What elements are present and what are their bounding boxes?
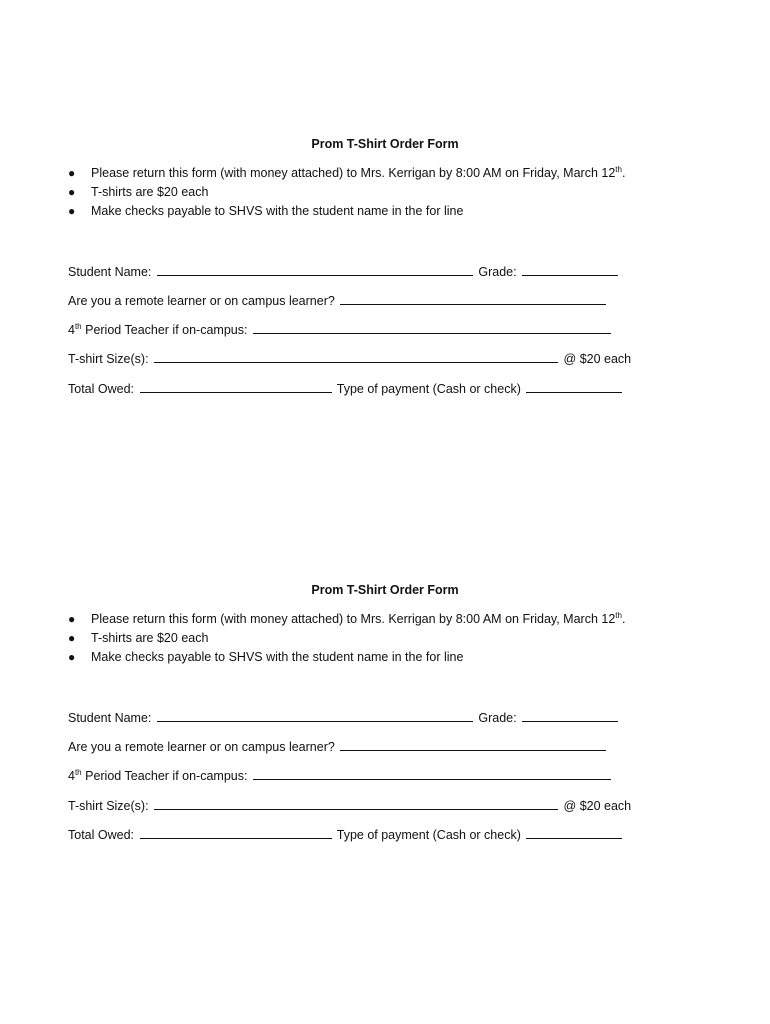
shirt-size-label: T-shirt Size(s): (68, 799, 149, 813)
payment-type-field[interactable] (526, 826, 622, 839)
shirt-size-field[interactable] (154, 350, 558, 363)
bullet-icon: ● (68, 612, 76, 626)
list-item: ● T-shirts are $20 each (68, 185, 209, 199)
payment-type-label: Type of payment (Cash or check) (336, 382, 521, 396)
list-item: ● Please return this form (with money attached) to Mrs. Kerrigan by 8:00 AM on Friday, March 12th. (68, 164, 626, 180)
total-row (68, 826, 624, 843)
student-name-label: Student Name: (68, 711, 152, 725)
grade-field[interactable] (522, 709, 618, 722)
grade-label: Grade: (478, 711, 517, 725)
student-name-row (68, 263, 620, 280)
total-owed-field[interactable] (140, 826, 332, 839)
learner-type-field[interactable] (340, 292, 606, 305)
learner-type-label: Are you a remote learner or on campus learner? (68, 294, 335, 308)
bullet-icon: ● (68, 631, 76, 645)
learner-type-row (68, 738, 608, 755)
shirt-size-row (68, 797, 631, 814)
payment-type-label: Type of payment (Cash or check) (336, 828, 521, 842)
learner-type-row (68, 292, 608, 309)
list-item: ● Make checks payable to SHVS with the student name in the for line (68, 204, 464, 218)
shirt-size-row (68, 350, 631, 367)
list-item: ● Make checks payable to SHVS with the student name in the for line (68, 650, 464, 664)
bullet-icon: ● (68, 650, 76, 664)
teacher-field[interactable] (253, 321, 611, 334)
list-item: ● T-shirts are $20 each (68, 631, 209, 645)
total-owed-field[interactable] (140, 380, 332, 393)
price-note: @ $20 each (563, 799, 632, 813)
shirt-size-label: T-shirt Size(s): (68, 352, 149, 366)
total-owed-label: Total Owed: (68, 382, 135, 396)
instructions-list (68, 611, 708, 668)
form-title: Prom T-Shirt Order Form (311, 583, 459, 597)
teacher-field[interactable] (253, 767, 611, 780)
teacher-label: 4th Period Teacher if on-campus: (68, 321, 248, 337)
list-item: ● Please return this form (with money attached) to Mrs. Kerrigan by 8:00 AM on Friday, March 12th. (68, 610, 626, 626)
bullet-icon: ● (68, 204, 76, 218)
total-row (68, 380, 624, 397)
student-name-row (68, 709, 620, 726)
teacher-row (68, 321, 613, 338)
form-title: Prom T-Shirt Order Form (311, 137, 459, 151)
student-name-field[interactable] (157, 709, 473, 722)
grade-field[interactable] (522, 263, 618, 276)
student-name-field[interactable] (157, 263, 473, 276)
instructions-list (68, 165, 708, 222)
bullet-icon: ● (68, 185, 76, 199)
price-note: @ $20 each (563, 352, 632, 366)
learner-type-field[interactable] (340, 738, 606, 751)
bullet-icon: ● (68, 166, 76, 180)
payment-type-field[interactable] (526, 380, 622, 393)
grade-label: Grade: (478, 265, 517, 279)
teacher-row (68, 767, 613, 784)
student-name-label: Student Name: (68, 265, 152, 279)
total-owed-label: Total Owed: (68, 828, 135, 842)
shirt-size-field[interactable] (154, 797, 558, 810)
learner-type-label: Are you a remote learner or on campus learner? (68, 740, 335, 754)
teacher-label: 4th Period Teacher if on-campus: (68, 767, 248, 783)
